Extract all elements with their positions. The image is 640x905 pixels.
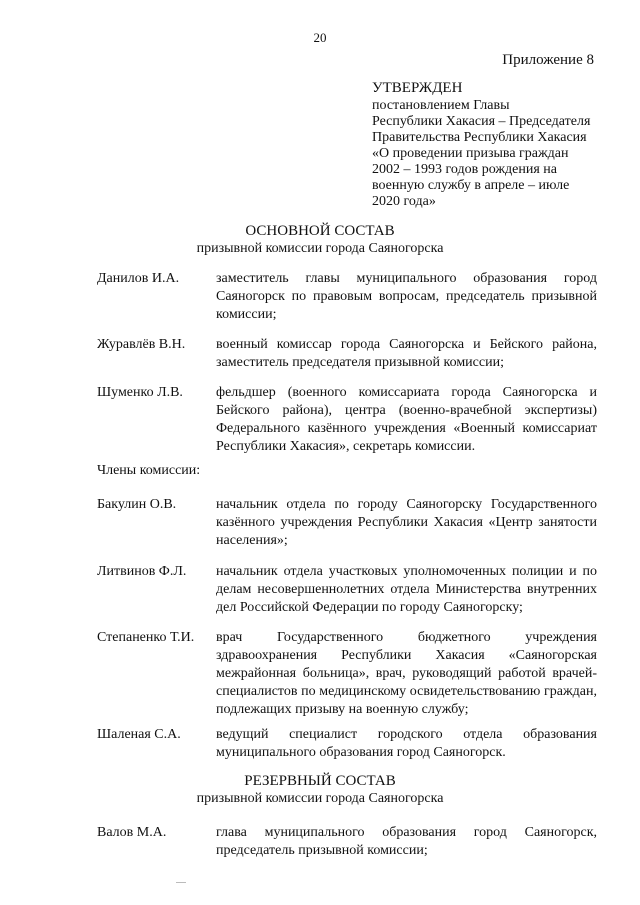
person-name: Валов М.А. (97, 825, 167, 840)
person-role: фельдшер (военного комиссариата города Саяногорска и Бейского района), центра (военно-врачебной экспертизы) Федерального казённого учреждения «Военный комиссариат Республики Хакасия», секретарь комиссии. (216, 385, 597, 454)
person-name: Степаненко Т.И. (97, 630, 195, 645)
main-section-title: ОСНОВНОЙ СОСТАВ (245, 223, 395, 239)
person-name: Литвинов Ф.Л. (97, 564, 187, 579)
main-section-subtitle: призывной комиссии города Саяногорска (196, 241, 444, 256)
approval-line: Республики Хакасия – Председателя (372, 114, 591, 129)
person-role: глава муниципального образования город Саяногорск, председатель призывной комиссии; (216, 825, 597, 858)
reserve-section-title: РЕЗЕРВНЫЙ СОСТАВ (244, 773, 396, 789)
person-role: военный комиссар города Саяногорска и Бейского района, заместитель председателя призывной комиссии; (216, 337, 597, 370)
approval-line: 2020 года» (372, 194, 436, 209)
approval-line: Правительства Республики Хакасия (372, 130, 587, 145)
person-role: начальник отдела по городу Саяногорску Государственного казённого учреждения Республики Хакасия «Центр занятости населения»; (216, 497, 597, 548)
main-section-heading (0, 222, 640, 258)
approval-line: постановлением Главы (372, 98, 510, 113)
person-name: Журавлёв В.Н. (97, 337, 186, 352)
person-role: врач Государственного бюджетного учреждения здравоохранения Республики Хакасия «Саяногорская межрайонная больница», врач, руководящий работой врачей-специалистов по медицинскому освидетельствованию граждан, подлежащих призыву на военную службу; (216, 630, 597, 717)
members-label: Члены комиссии: (97, 463, 201, 478)
person-role: заместитель главы муниципального образования город Саяногорск по правовым вопросам, председатель призывной комиссии; (216, 271, 597, 322)
person-name: Шаленая С.А. (97, 727, 181, 742)
appendix-label: Приложение 8 (502, 52, 594, 68)
reserve-section-subtitle: призывной комиссии города Саяногорска (196, 791, 444, 806)
approval-line: военную службу в апреле – июле (372, 178, 570, 193)
approval-line: «О проведении призыва граждан (372, 146, 569, 161)
approval-line: 2002 – 1993 годов рождения на (372, 162, 558, 177)
scan-mark (176, 882, 186, 883)
person-name: Данилов И.А. (97, 271, 180, 286)
person-role: ведущий специалист городского отдела образования муниципального образования город Саяногорск. (216, 727, 597, 760)
person-role: начальник отдела участковых уполномоченных полиции и по делам несовершеннолетних отдела Министерства внутренних дел Российской Федерации по городу Саяногорску; (216, 564, 597, 615)
approval-block (372, 80, 612, 210)
page-number: 20 (313, 30, 327, 45)
person-name: Бакулин О.В. (97, 497, 177, 512)
person-name: Шуменко Л.В. (97, 385, 183, 400)
reserve-section-heading (0, 772, 640, 808)
approval-title: УТВЕРЖДЕН (372, 80, 463, 96)
